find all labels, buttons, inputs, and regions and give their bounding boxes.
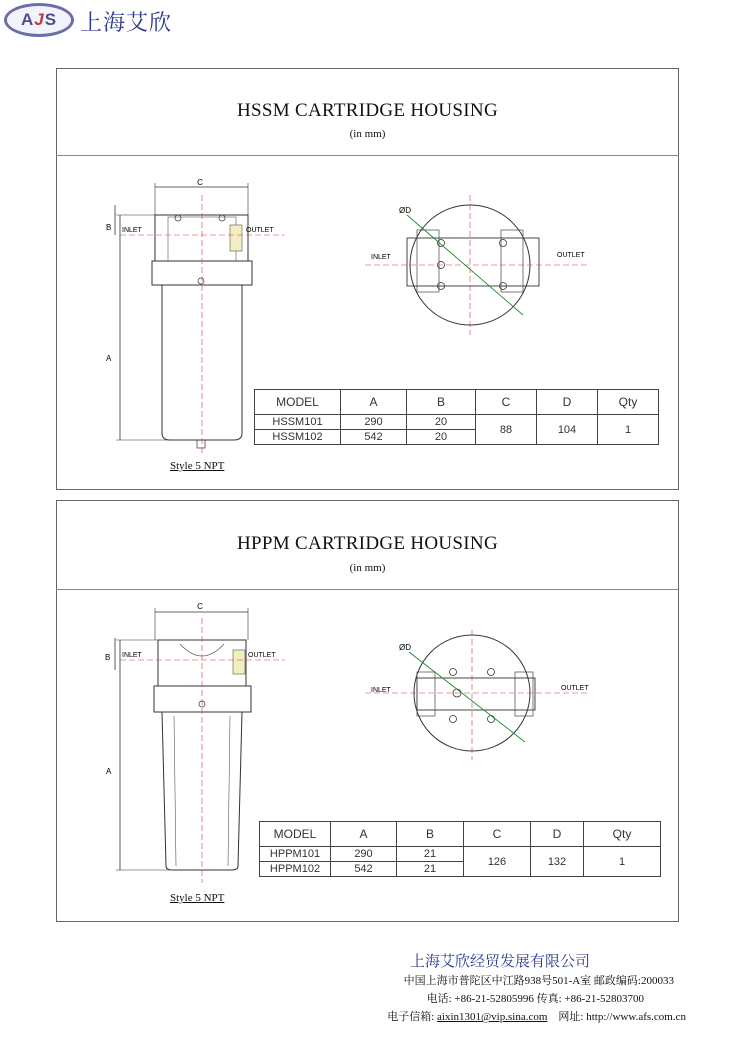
hssm-title: HSSM CARTRIDGE HOUSING [237,100,498,121]
footer-email-label: 电子信箱: [387,1011,438,1023]
cell-b: 21 [397,847,464,862]
logo-letter-a: A [20,10,35,29]
footer-contact [300,1008,686,1024]
cell-model: HPPM101 [260,847,331,862]
footer-web-link[interactable]: http://www.afs.com.cn [586,1011,686,1023]
logo-name: 上海艾欣 [80,11,173,36]
hssm-spec-table [254,389,659,445]
footer-company-name: 上海艾欣经贸发展有限公司 [409,952,590,970]
header-model: MODEL [255,390,341,415]
table-header-row [260,822,661,847]
header-qty: Qty [598,390,659,415]
hppm-title: HPPM CARTRIDGE HOUSING [237,533,498,554]
hppm-top-view [365,630,605,770]
header-c: C [464,822,531,847]
cell-b: 21 [397,862,464,877]
table-header-row [255,390,659,415]
cell-qty: 1 [584,847,661,877]
hppm-spec-table [259,821,661,877]
footer-phone: 电话: +86-21-52805996 传真: +86-21-52803700 [426,993,644,1005]
hssm-top-d-label: ØD [399,206,411,215]
header-b: B [407,390,476,415]
cell-d: 104 [537,415,598,445]
footer-email-link[interactable]: aixin1301@vip.sina.com [437,1011,548,1023]
logo-letter-s: S [44,10,58,29]
hssm-dim-c-label: C [197,178,203,187]
cell-b: 20 [407,415,476,430]
header-model: MODEL [260,822,331,847]
cell-model: HSSM101 [255,415,341,430]
hssm-header-divider [56,155,679,156]
cell-c: 126 [464,847,531,877]
hssm-side-inlet-label: INLET [122,227,142,234]
cell-c: 88 [476,415,537,445]
hppm-top-outlet-label: OUTLET [561,685,589,692]
hppm-top-inlet-label: INLET [371,687,391,694]
cell-d: 132 [531,847,584,877]
hppm-side-inlet-label: INLET [122,652,142,659]
cell-qty: 1 [598,415,659,445]
hppm-dim-c-label: C [197,602,203,611]
cell-model: HSSM102 [255,430,341,445]
hppm-top-d-label: ØD [399,643,411,652]
hppm-unit: (in mm) [349,562,386,574]
table-row [260,847,661,862]
cell-a: 290 [341,415,407,430]
header-a: A [341,390,407,415]
header-d: D [531,822,584,847]
header-qty: Qty [584,822,661,847]
hppm-style-label: Style 5 NPT [170,892,225,904]
header-b: B [397,822,464,847]
hssm-side-outlet-label: OUTLET [246,227,274,234]
hssm-unit: (in mm) [349,128,386,140]
hppm-header-divider [56,589,679,590]
hssm-style-label: Style 5 NPT [170,460,225,472]
cell-a: 542 [331,862,397,877]
cell-b: 20 [407,430,476,445]
table-row [255,415,659,430]
hssm-top-outlet-label: OUTLET [557,252,585,259]
footer-address: 中国上海市普陀区中江路938号501-A室 邮政编码:200033 [403,975,674,987]
hssm-dim-a-label: A [106,354,112,363]
hppm-side-outlet-label: OUTLET [248,652,276,659]
header-c: C [476,390,537,415]
logo-letter-j: J [34,10,45,29]
hppm-dim-b-label: B [105,653,111,662]
hssm-top-view [365,195,605,340]
hssm-top-inlet-label: INLET [371,254,391,261]
header-a: A [331,822,397,847]
cell-a: 542 [341,430,407,445]
cell-model: HPPM102 [260,862,331,877]
company-logo [4,3,74,37]
footer-web-label: 网址: [547,1011,587,1023]
hssm-dim-b-label: B [106,223,112,232]
header-d: D [537,390,598,415]
hppm-dim-a-label: A [106,767,112,776]
cell-a: 290 [331,847,397,862]
